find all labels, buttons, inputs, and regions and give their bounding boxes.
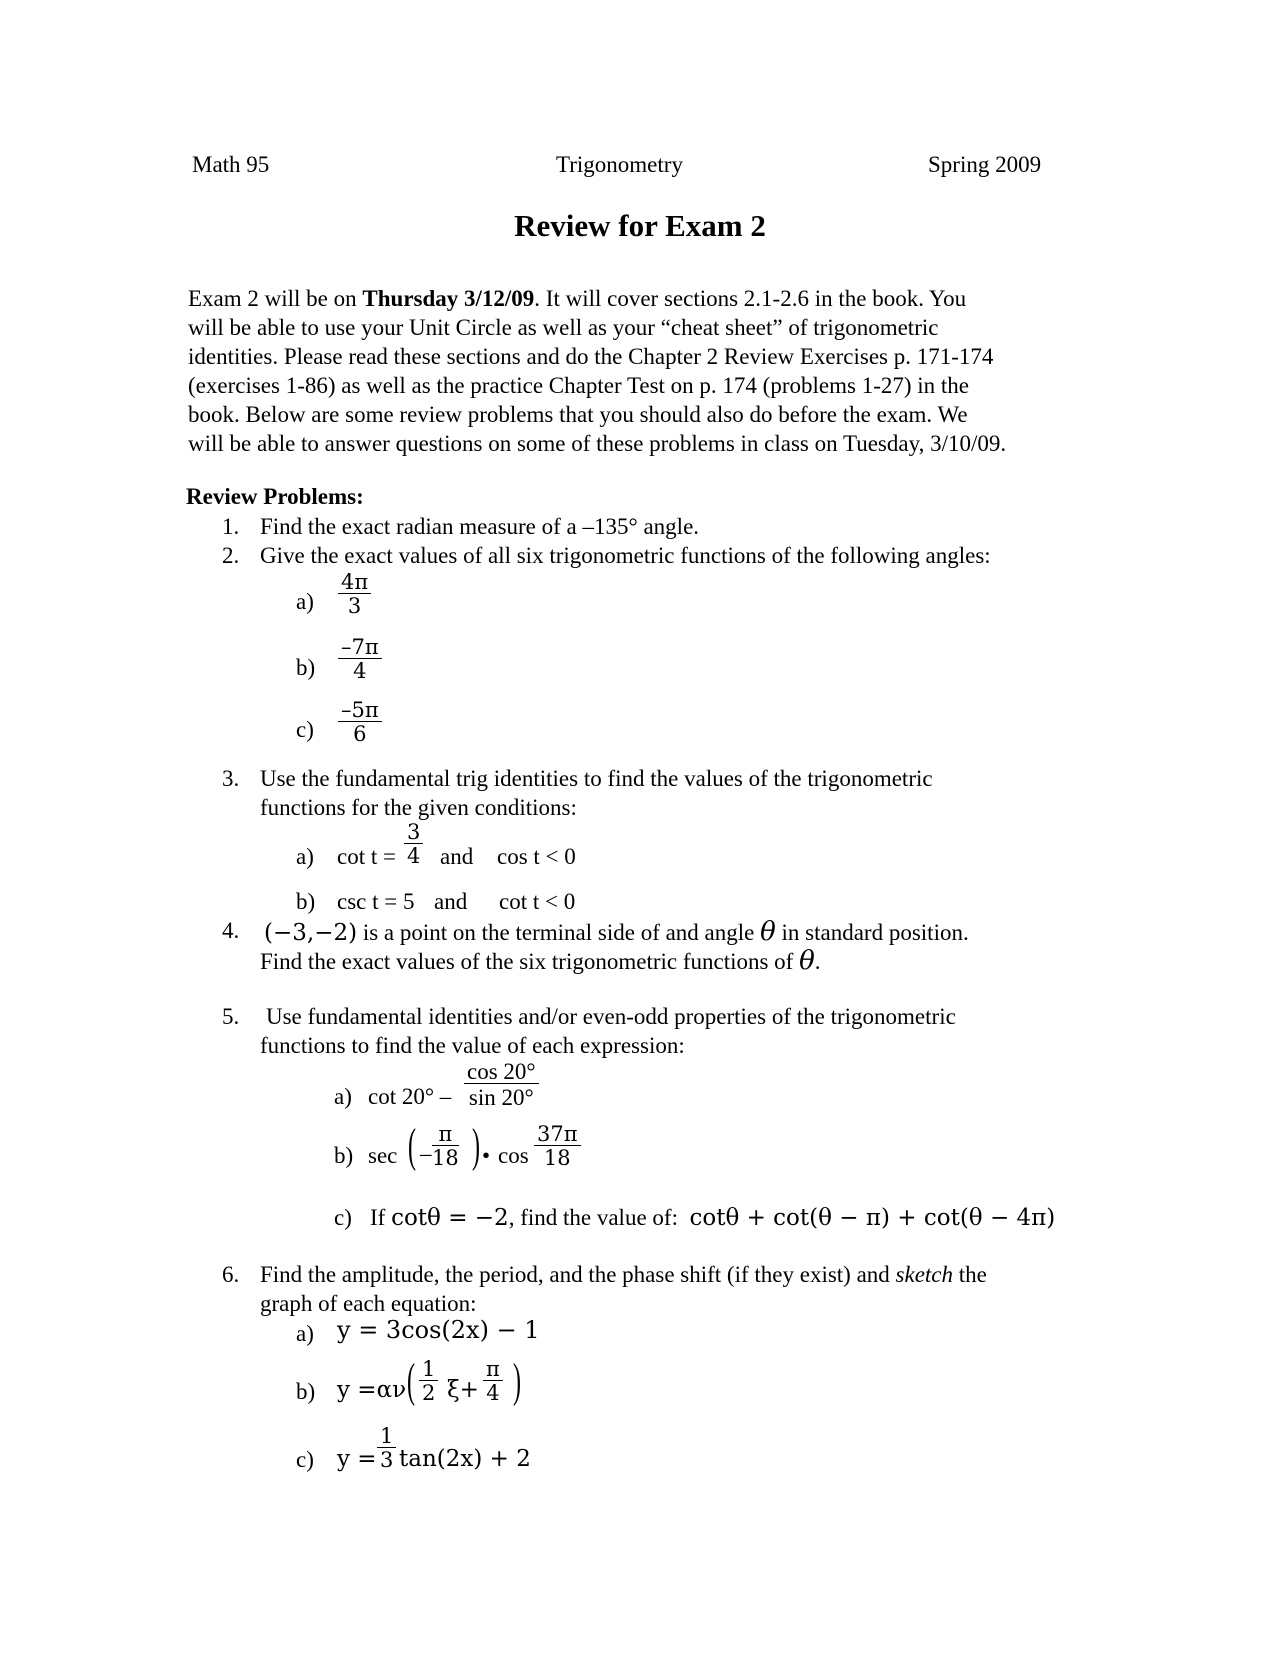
- p6a-label: a): [296, 1321, 314, 1346]
- intro-l3: identities. Please read these sections and do the Chapter 2 Review Exercises p. 171-174: [188, 344, 994, 369]
- p6b-lhs: y =αν: [337, 1377, 407, 1403]
- intro-l1b: . It will cover sections 2.1-2.6 in the book. You: [534, 286, 967, 311]
- p5c-label: c): [334, 1205, 352, 1230]
- p6b-frac1: [419, 1359, 438, 1404]
- p3-num: 3.: [222, 766, 240, 791]
- p5a-num: cos 20°: [464, 1060, 539, 1084]
- p4-line2: [260, 948, 821, 974]
- p2a-fraction: [338, 572, 371, 617]
- p5b-dot: •: [482, 1143, 491, 1168]
- p2-num: 2.: [222, 543, 240, 568]
- intro-l4: (exercises 1-86) as well as the practice Chapter Test on p. 174 (problems 1-27) in the: [188, 373, 970, 398]
- intro-paragraph: [188, 287, 1088, 461]
- p2c-fraction: [338, 700, 382, 745]
- p6b-den1: 2: [422, 1381, 436, 1405]
- p5-line1: Use fundamental identities and/or even-odd properties of the trigonometric: [266, 1004, 956, 1029]
- p5b-den2: 18: [543, 1146, 571, 1170]
- header-course: Math 95: [192, 152, 270, 177]
- p6b-num2: π: [483, 1359, 503, 1381]
- p2b-den: 4: [353, 659, 367, 683]
- p3a-label: a): [296, 844, 314, 869]
- p6b-lparen: (: [406, 1354, 415, 1407]
- p5c-text: If: [370, 1205, 392, 1230]
- p3b-lhs: csc t = 5: [337, 889, 415, 914]
- p2a-num: 4π: [338, 572, 371, 594]
- p6c-label: c): [296, 1447, 314, 1472]
- p5b-lparen: (: [407, 1119, 416, 1172]
- p4-theta-2: θ: [799, 946, 815, 976]
- p2b-label: b): [296, 655, 316, 680]
- p2a-label: a): [296, 589, 314, 614]
- p5b-num2: 37π: [534, 1124, 581, 1146]
- p6b-label: b): [296, 1379, 316, 1404]
- p3a-fraction: [404, 822, 423, 867]
- intro-l2: will be able to use your Unit Circle as well as your “cheat sheet” of trigonometric: [188, 315, 939, 340]
- p6-num: 6.: [222, 1262, 240, 1287]
- p5c-given: cotθ = −2: [391, 1205, 509, 1231]
- p5b-num1: π: [432, 1124, 459, 1146]
- p5c-line: [370, 1206, 1055, 1230]
- p6b-mid: ξ+: [447, 1377, 479, 1403]
- p1-angle: –135°: [582, 514, 638, 539]
- p5a-fraction: [464, 1060, 539, 1109]
- p4-theta: θ: [760, 917, 776, 947]
- p2a-den: 3: [347, 594, 362, 618]
- p5b-cos: cos: [498, 1143, 529, 1168]
- p3a-num: 3: [404, 822, 423, 844]
- p1-text-a: Find the exact radian measure of a: [260, 514, 583, 539]
- p6c-den: 3: [380, 1448, 394, 1472]
- p1-text: [260, 515, 699, 538]
- p1-num: 1.: [222, 514, 240, 539]
- p6b-num1: 1: [419, 1359, 438, 1381]
- p2-text: Give the exact values of all six trigonometric functions of the following angles:: [260, 543, 991, 568]
- p3b-cond: cot t < 0: [499, 889, 576, 914]
- p5a-label: a): [334, 1084, 352, 1109]
- p6b-den2: 4: [486, 1381, 500, 1405]
- p4-line2-end: .: [814, 949, 821, 974]
- p6b-rparen: ): [512, 1354, 521, 1407]
- p5b-label: b): [334, 1143, 354, 1168]
- p4-line1-text: is a point on the terminal side of and angle: [357, 920, 761, 945]
- p6-line1: [260, 1263, 987, 1286]
- intro-l1a: Exam 2 will be on: [188, 286, 363, 311]
- p5a-expr: cot 20° –: [368, 1084, 452, 1109]
- p6c-num: 1: [377, 1426, 396, 1448]
- p2b-fraction: [338, 637, 382, 682]
- p2c-num: –5π: [338, 700, 382, 722]
- intro-l6: will be able to answer questions on some of these problems in class on Tuesday, 3/10/09.: [188, 431, 1007, 456]
- p3a-cond: cos t < 0: [497, 844, 576, 869]
- header-term: Spring 2009: [928, 152, 1042, 177]
- p6a-expr: y = 3cos(2x) − 1: [337, 1316, 540, 1344]
- p5b-frac1: [432, 1124, 459, 1169]
- intro-l5: book. Below are some review problems that you should also do before the exam. We: [188, 402, 968, 427]
- p4-line1: [264, 919, 969, 945]
- p4-line1-end: in standard position.: [775, 920, 969, 945]
- p4-line2-text: Find the exact values of the six trigonometric functions of: [260, 949, 800, 974]
- review-heading: Review Problems:: [186, 484, 364, 509]
- p3a-lhs: cot t =: [337, 844, 396, 869]
- p3a-den: 4: [407, 844, 421, 868]
- page-title: Review for Exam 2: [514, 208, 766, 243]
- p6-line1-b: the: [953, 1262, 987, 1287]
- p2c-den: 6: [353, 722, 367, 746]
- p5b-frac2: [534, 1124, 581, 1169]
- p5-line2: functions to find the value of each expression:: [260, 1033, 685, 1058]
- p5b-sec: sec: [368, 1143, 398, 1168]
- p5c-expr: cotθ + cot(θ − π) + cot(θ − 4π): [689, 1205, 1056, 1231]
- p3a-and: and: [440, 844, 474, 869]
- exam-date: Thursday 3/12/09: [362, 286, 535, 311]
- p5b-den1: 18: [432, 1146, 459, 1170]
- p2b-num: –7π: [338, 637, 382, 659]
- p5a-den: sin 20°: [468, 1085, 534, 1110]
- p1-text-b: angle.: [637, 514, 700, 539]
- p3b-and: and: [434, 889, 468, 914]
- p6-line2: graph of each equation:: [260, 1291, 477, 1316]
- p6b-frac2: [483, 1359, 503, 1404]
- p4-num: 4.: [222, 918, 240, 943]
- p3-line2: functions for the given conditions:: [260, 795, 577, 820]
- p6c-lhs: y =: [337, 1446, 377, 1472]
- p6-sketch: sketch: [895, 1262, 954, 1287]
- p5b-rparen: ): [471, 1119, 480, 1172]
- p6c-rhs: tan(2x) + 2: [399, 1446, 531, 1472]
- header-subject: Trigonometry: [556, 152, 683, 177]
- p2c-label: c): [296, 717, 314, 742]
- p6c-frac: [377, 1426, 396, 1471]
- p4-point: (−3,−2): [264, 920, 358, 946]
- p5-num: 5.: [222, 1004, 240, 1029]
- p6-line1-a: Find the amplitude, the period, and the phase shift (if they exist) and: [260, 1262, 896, 1287]
- p5b-minus: –: [420, 1141, 432, 1166]
- p3-line1: Use the fundamental trig identities to find the values of the trigonometric: [260, 766, 933, 791]
- p5c-mid: , find the value of:: [508, 1205, 678, 1230]
- p3b-label: b): [296, 889, 316, 914]
